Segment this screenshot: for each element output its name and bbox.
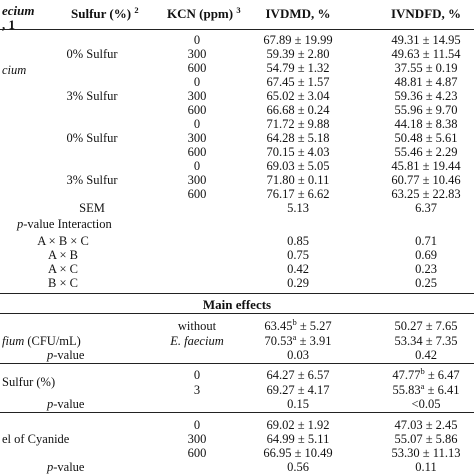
p-interaction-label: p-value Interaction [17,217,112,231]
interaction-label: A × B [48,248,78,262]
treatment-kcn: 0 [193,159,201,173]
interaction-label: A × B × C [37,234,89,248]
faecium-row1-ivndfd: 50.27 ± 7.65 [394,319,458,333]
cyanide-p-label: p-value [47,460,85,474]
faecium-p-ivndfd: 0.42 [415,348,437,362]
cyanide-kcn: 300 [187,432,207,446]
faecium-p-label: p-value [47,348,85,362]
treatment-ivdmd: 76.17 ± 6.62 [266,187,330,201]
treatment-kcn: 600 [187,61,207,75]
interaction-label: A × C [48,262,78,276]
treatment-ivndfd: 44.18 ± 8.38 [394,117,458,131]
cyanide-factor-label: el of Cyanide [2,432,70,446]
faecium-rule [0,363,474,364]
faecium-row2-ivdmd: 70.53$^a$ ± 3.91 [264,332,332,348]
faecium-row1-label: without [177,319,217,333]
cyanide-p-ivndfd: 0.11 [415,460,437,474]
sulfur-row2-ivdmd: 69.27 ± 4.17 [266,383,330,397]
cyanide-ivndfd: 47.03 ± 2.45 [394,418,458,432]
treatment-ivndfd: 49.31 ± 14.95 [391,33,461,47]
treatment-ivndfd: 49.63 ± 11.54 [391,47,461,61]
cyanide-ivndfd: 55.07 ± 5.86 [394,432,458,446]
treatment-ivndfd: 48.81 ± 4.87 [394,75,458,89]
treatment-kcn: 300 [187,173,207,187]
sulfur-factor-label: Sulfur (%) [2,375,56,389]
treatment-sulfur-label: 3% Sulfur [66,173,118,187]
sem-ivdmd: 5.13 [287,201,309,215]
header-rule [0,29,474,30]
header-sulfur: Sulfur (%) $^2$ [71,5,139,21]
cyanide-ivdmd: 64.99 ± 5.11 [266,432,330,446]
faecium-row1-ivdmd: 63.45$^b$ ± 5.27 [264,317,332,333]
treatment-ivdmd: 54.79 ± 1.32 [266,61,330,75]
sulfur-row1-ivndfd: 47.77$^b$ ± 6.47 [392,366,460,382]
treatment-ivndfd: 60.77 ± 10.46 [391,173,461,187]
faecium-row2-label: E. faecium [170,334,224,348]
treatment-sulfur-label: 0% Sulfur [66,47,118,61]
treatment-ivndfd: 63.25 ± 22.83 [391,187,461,201]
header-factor-footnote: , 1 [2,17,15,32]
cyanide-p-ivdmd: 0.56 [287,460,309,474]
cyanide-ivndfd: 53.30 ± 11.13 [391,446,461,460]
header-factor-fragment: ecium [2,3,35,18]
sulfur-row2-label: 3 [193,383,201,397]
header-ivdmd: IVDMD, % [265,6,331,21]
treatment-kcn: 600 [187,187,207,201]
treatment-ivdmd: 69.03 ± 5.05 [266,159,330,173]
treatment-ivndfd: 50.48 ± 5.61 [394,131,458,145]
main-effects-rule-bottom [0,313,474,314]
interaction-label: B × C [48,276,78,290]
treatment-ivdmd: 70.15 ± 4.03 [266,145,330,159]
treatment-kcn: 0 [193,33,201,47]
faecium-factor-label: fium (CFU/mL) [2,334,81,348]
sulfur-row1-ivdmd: 64.27 ± 6.57 [266,368,330,382]
treatment-kcn: 300 [187,131,207,145]
treatment-ivndfd: 59.36 ± 4.23 [394,89,458,103]
sem-label: SEM [79,201,105,215]
sulfur-rule [0,412,474,413]
interaction-ivdmd: 0.29 [287,276,309,290]
treatment-ivdmd: 64.28 ± 5.18 [266,131,330,145]
treatment-ivndfd: 45.81 ± 19.44 [391,159,461,173]
treatment-ivdmd: 71.72 ± 9.88 [266,117,330,131]
cyanide-kcn: 0 [193,418,201,432]
sulfur-row2-ivndfd: 55.83$^a$ ± 6.41 [392,381,460,397]
treatment-ivdmd: 66.68 ± 0.24 [266,103,330,117]
treatment-ivndfd: 55.46 ± 2.29 [394,145,458,159]
cyanide-kcn: 600 [187,446,207,460]
treatment-kcn: 300 [187,89,207,103]
treatment-sulfur-label: 3% Sulfur [66,89,118,103]
sem-ivndfd: 6.37 [415,201,437,215]
treatment-ivdmd: 71.80 ± 0.11 [266,173,330,187]
interaction-ivndfd: 0.23 [415,262,437,276]
treatment-kcn: 0 [193,117,201,131]
interaction-ivndfd: 0.25 [415,276,437,290]
cyanide-ivdmd: 69.02 ± 1.92 [266,418,330,432]
treatment-ivdmd: 67.89 ± 19.99 [263,33,333,47]
interaction-ivndfd: 0.69 [415,248,437,262]
faecium-row2-ivndfd: 53.34 ± 7.35 [394,334,458,348]
sulfur-p-ivndfd: <0.05 [411,397,441,411]
treatment-ivdmd: 65.02 ± 3.04 [266,89,330,103]
treatment-kcn: 300 [187,47,207,61]
treatment-kcn: 600 [187,145,207,159]
treatment-ivndfd: 37.55 ± 0.19 [394,61,458,75]
treatment-kcn: 600 [187,103,207,117]
faecium-p-ivdmd: 0.03 [287,348,309,362]
treatment-ivdmd: 59.39 ± 2.80 [266,47,330,61]
sulfur-p-label: p-value [47,397,85,411]
interaction-ivndfd: 0.71 [415,234,437,248]
main-effects-rule-top [0,293,474,294]
header-kcn: KCN (ppm) $^3$ [167,5,241,21]
interaction-ivdmd: 0.42 [287,262,309,276]
interaction-ivdmd: 0.75 [287,248,309,262]
sulfur-p-ivdmd: 0.15 [287,397,309,411]
treatment-kcn: 0 [193,75,201,89]
sulfur-row1-label: 0 [193,368,201,382]
treatment-ivdmd: 67.45 ± 1.57 [266,75,330,89]
factor-fragment-label: cium [2,63,27,77]
header-ivndfd: IVNDFD, % [390,6,462,21]
cyanide-ivdmd: 66.95 ± 10.49 [263,446,333,460]
main-effects-title: Main effects [202,297,272,312]
treatment-sulfur-label: 0% Sulfur [66,131,118,145]
treatment-ivndfd: 55.96 ± 9.70 [394,103,458,117]
interaction-ivdmd: 0.85 [287,234,309,248]
